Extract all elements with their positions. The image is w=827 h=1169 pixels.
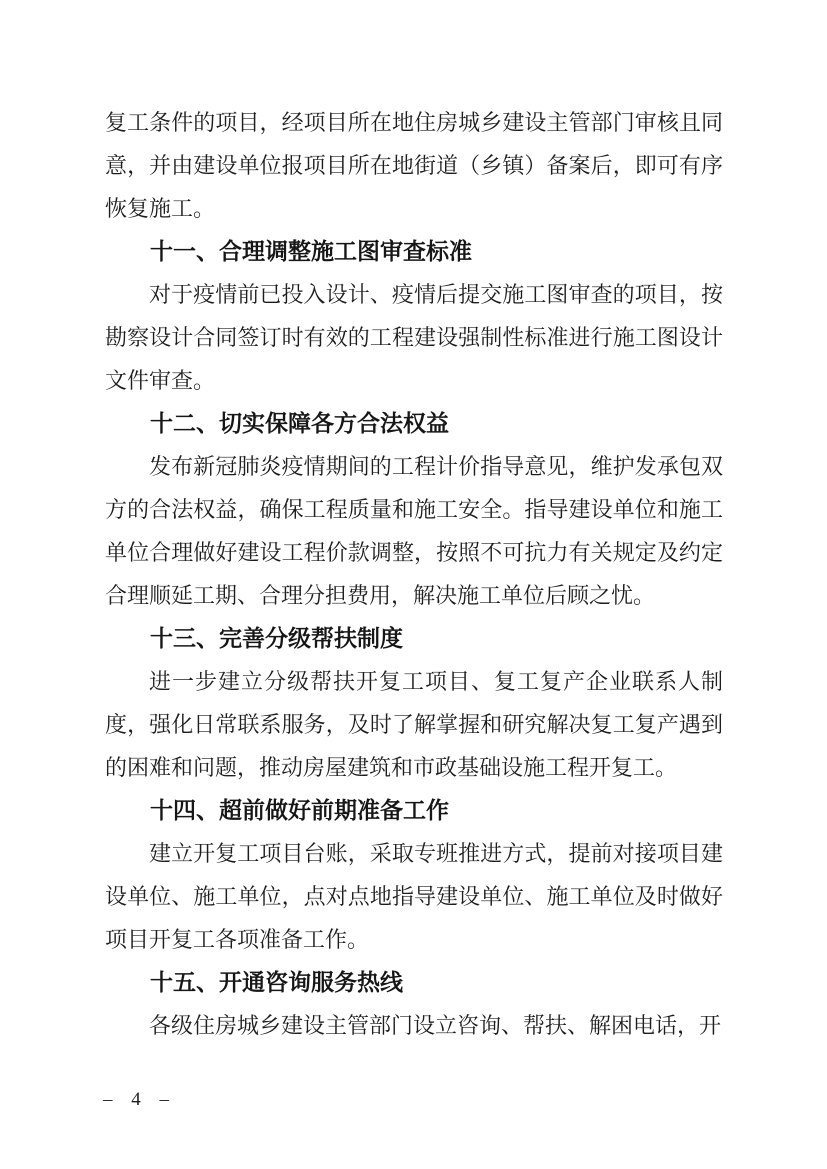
section-paragraph-15: 各级住房城乡建设主管部门设立咨询、帮扶、解困电话，开	[149, 1013, 722, 1038]
section-heading-15: 十五、开通咨询服务热线	[150, 969, 403, 995]
paragraph-continuation: 复工条件的项目，经项目所在地住房城乡建设主管部门审核且同意，并由建设单位报项目所在地街道（乡镇）备案后，即可有序恢复施工。	[105, 110, 723, 221]
section-heading-13: 十三、完善分级帮扶制度	[150, 625, 403, 651]
page-number: – 4 –	[103, 1089, 176, 1110]
section-heading-14: 十四、超前做好前期准备工作	[150, 797, 449, 823]
section-heading-12: 十二、切实保障各方合法权益	[150, 410, 449, 436]
section-paragraph-12: 发布新冠肺炎疫情期间的工程计价指导意见，维护发承包双方的合法权益，确保工程质量和施工安全。指导建设单位和施工单位合理做好建设工程价款调整，按照不可抗力有关规定及约定合理顺延工期、合理分担费用，解决施工单位后顾之忧。	[105, 454, 723, 608]
section-paragraph-14: 建立开复工项目台账，采取专班推进方式，提前对接项目建设单位、施工单位，点对点地指导建设单位、施工单位及时做好项目开复工各项准备工作。	[105, 841, 723, 952]
section-paragraph-13: 进一步建立分级帮扶开复工项目、复工复产企业联系人制度，强化日常联系服务，及时了解掌握和研究解决复工复产遇到的困难和问题，推动房屋建筑和市政基础设施工程开复工。	[105, 669, 723, 780]
document-body	[105, 101, 723, 1047]
section-paragraph-11: 对于疫情前已投入设计、疫情后提交施工图审查的项目，按勘察设计合同签订时有效的工程建设强制性标准进行施工图设计文件审查。	[105, 282, 723, 393]
section-heading-11: 十一、合理调整施工图审查标准	[150, 238, 472, 264]
